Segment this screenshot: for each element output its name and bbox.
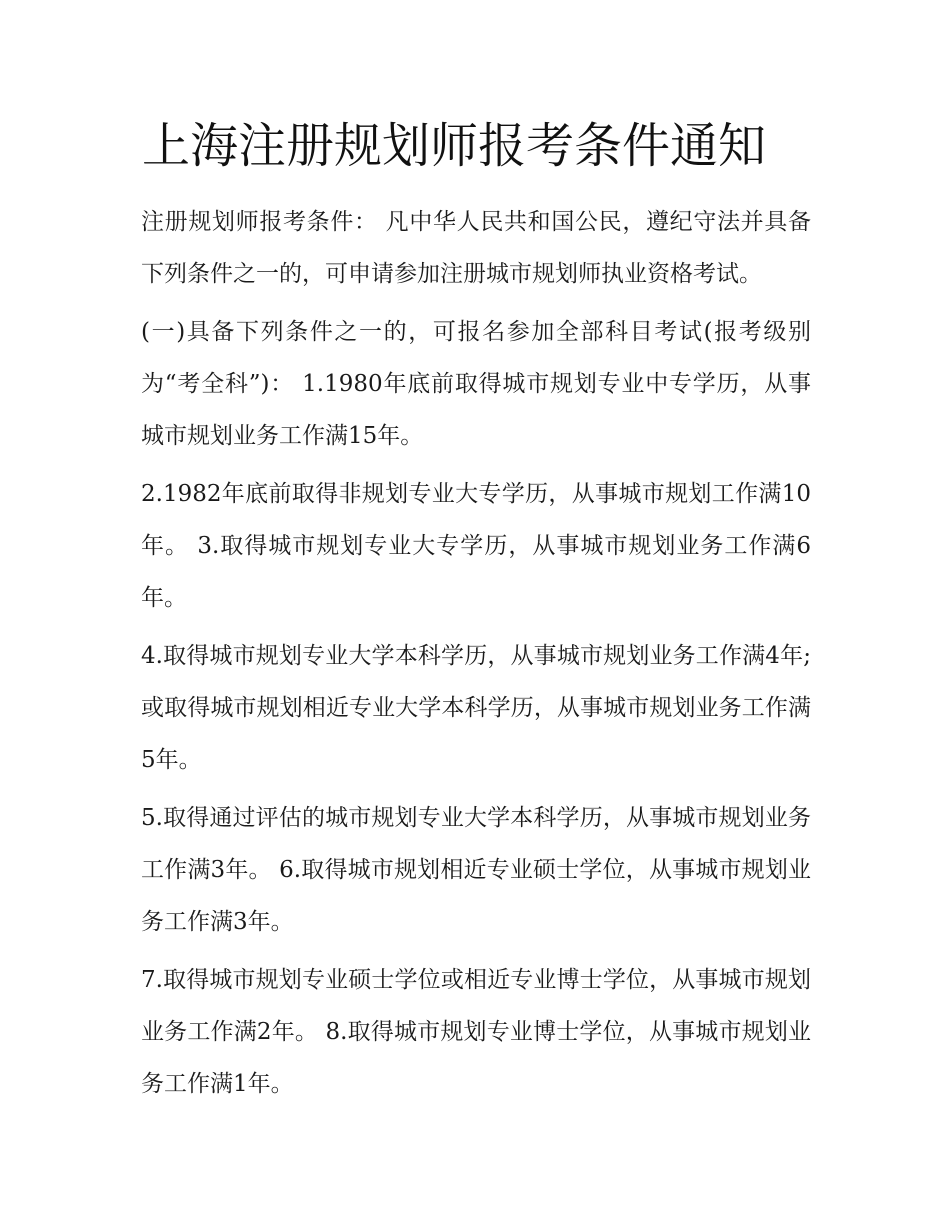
- document-title: 上海注册规划师报考条件通知: [142, 118, 767, 174]
- paragraph-condition-4: 4.取得城市规划专业大学本科学历，从事城市规划业务工作满4年;或取得城市规划相近专业大学本科学历，从事城市规划业务工作满5年。: [141, 643, 811, 773]
- document-body: [141, 196, 811, 1116]
- paragraph-condition-7-8: 7.取得城市规划专业硕士学位或相近专业博士学位，从事城市规划业务工作满2年。 8.取得城市规划专业博士学位，从事城市规划业务工作满1年。: [141, 967, 811, 1097]
- paragraph-intro: 注册规划师报考条件： 凡中华人民共和国公民，遵纪守法并具备下列条件之一的，可申请参加注册城市规划师执业资格考试。: [141, 209, 811, 287]
- paragraph-condition-2-3: 2.1982年底前取得非规划专业大专学历，从事城市规划工作满10年。 3.取得城市规划专业大专学历，从事城市规划业务工作满6年。: [141, 481, 811, 611]
- paragraph-condition-1: (一)具备下列条件之一的，可报名参加全部科目考试(报考级别为“考全科”)： 1.1980年底前取得城市规划专业中专学历，从事城市规划业务工作满15年。: [141, 319, 811, 449]
- paragraph-condition-5-6: 5.取得通过评估的城市规划专业大学本科学历，从事城市规划业务工作满3年。 6.取得城市规划相近专业硕士学位，从事城市规划业务工作满3年。: [141, 805, 811, 935]
